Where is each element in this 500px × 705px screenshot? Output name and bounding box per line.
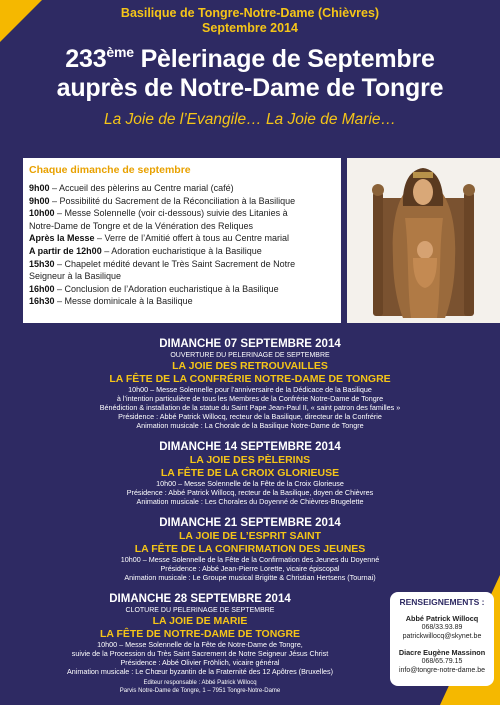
page-title bbox=[0, 45, 500, 103]
schedule-line: A partir de 12h00 – Adoration eucharistique à la Basilique bbox=[29, 245, 262, 256]
publisher-address: Parvis Notre-Dame de Tongre, 1 – 7951 Tongre-Notre-Dame bbox=[119, 688, 281, 694]
event-sept-14 bbox=[0, 441, 500, 506]
event-feast: LA FÊTE DE LA CONFRÉRIE NOTRE-DAME DE TONGRE bbox=[109, 372, 391, 385]
event-detail: Animation musicale : Les Chorales du Doyenné de Chièvres-Brugelette bbox=[136, 497, 364, 506]
event-date: DIMANCHE 14 SEPTEMBRE 2014 bbox=[159, 441, 341, 453]
event-detail: Animation musicale : Le Chœur byzantin de la Fraternité des 12 Apôtres (Bruxelles) bbox=[66, 667, 334, 676]
schedule-line: 15h30 – Chapelet médité devant le Très Saint Sacrement de Notre bbox=[29, 258, 296, 269]
title-number: 233 bbox=[65, 45, 107, 73]
schedule-line: 9h00 – Accueil des pèlerins au Centre marial (café) bbox=[29, 183, 234, 193]
schedule-line: 16h00 – Conclusion de l’Adoration eucharistique à la Basilique bbox=[29, 283, 279, 294]
schedule-line: Après la Messe – Verre de l’Amitié offert à tous au Centre marial bbox=[29, 233, 289, 244]
schedule-line: Notre-Dame de Tongre et de la Vénération des Reliques bbox=[29, 220, 253, 231]
schedule-line: Seigneur à la Basilique bbox=[29, 271, 122, 282]
event-feast: LA FÊTE DE LA CONFIRMATION DES JEUNES bbox=[134, 542, 366, 555]
event-detail: 10h00 – Messe Solennelle de la Fête de la Confirmation des Jeunes du Doyenné bbox=[120, 555, 380, 564]
event-detail: 10h00 – Messe Solennelle de la Fête de la Croix Glorieuse bbox=[156, 479, 344, 488]
publisher-name: Editeur responsable : Abbé Patrick Willocq bbox=[143, 680, 257, 686]
event-theme: LA JOIE DES PÈLERINS bbox=[189, 454, 311, 466]
title-sup: ème bbox=[106, 44, 134, 60]
event-date: DIMANCHE 28 SEPTEMBRE 2014 bbox=[109, 593, 291, 605]
schedule-line: 10h00 – Messe Solennelle (voir ci-dessous) suivie des Litanies à bbox=[29, 208, 288, 219]
event-theme: LA JOIE DES RETROUVAILLES bbox=[172, 360, 328, 372]
contact-email-2[interactable]: info@tongre-notre-dame.be bbox=[398, 667, 486, 674]
schedule-line: 9h00 – Possibilité du Sacrement de la Réconciliation à la Basilique bbox=[29, 195, 296, 206]
event-detail: Animation musicale : La Chorale de la Basilique Notre-Dame de Tongre bbox=[136, 421, 364, 430]
event-subtitle: CLOTURE DU PELERINAGE DE SEPTEMBRE bbox=[125, 607, 275, 614]
month-year: Septembre 2014 bbox=[202, 21, 298, 35]
header bbox=[0, 6, 500, 129]
event-detail: Présidence : Abbé Olivier Fröhlich, vicaire général bbox=[120, 658, 280, 667]
basilica-name: Basilique de Tongre-Notre-Dame (Chièvres) bbox=[120, 6, 380, 20]
event-feast: LA FÊTE DE LA CROIX GLORIEUSE bbox=[160, 466, 340, 479]
event-sept-07 bbox=[0, 338, 500, 430]
event-detail: Bénédiction & installation de la statue du Saint Pape Jean-Paul II, « saint patron des familles » bbox=[99, 403, 401, 412]
contact-title: RENSEIGNEMENTS : bbox=[399, 597, 485, 607]
event-detail: à l’intention particulière de tous les Membres de la Confrérie Notre-Dame de Tongre bbox=[116, 394, 384, 403]
title-line1: Pèlerinage de Septembre bbox=[133, 45, 435, 73]
event-sept-28 bbox=[0, 593, 400, 695]
event-detail: Présidence : Abbé Patrick Willocq, recteur de la Basilique, directeur de la Confrérie bbox=[118, 412, 382, 421]
schedule-box bbox=[23, 158, 341, 323]
event-detail: Présidence : Abbé Jean-Pierre Lorette, vicaire épiscopal bbox=[160, 564, 340, 573]
event-subtitle: OUVERTURE DU PELERINAGE DE SEPTEMBRE bbox=[170, 352, 330, 359]
madonna-statue-image bbox=[347, 158, 500, 323]
contact-phone-1: 068/33.93.89 bbox=[421, 624, 463, 631]
event-detail: Animation musicale : Le Groupe musical Brigitte & Christian Hertsens (Tournai) bbox=[124, 573, 376, 582]
contact-box bbox=[390, 592, 494, 686]
statue-photo bbox=[347, 158, 500, 323]
contact-email-1[interactable]: patrickwillocq@skynet.be bbox=[402, 633, 482, 640]
event-detail: 10h00 – Messe Solennelle pour l’anniversaire de la Dédicace de la Basilique bbox=[128, 385, 372, 394]
event-theme: LA JOIE DE L’ESPRIT SAINT bbox=[179, 530, 321, 542]
schedule-title: Chaque dimanche de septembre bbox=[29, 164, 191, 176]
event-sept-21 bbox=[0, 517, 500, 582]
event-date: DIMANCHE 07 SEPTEMBRE 2014 bbox=[159, 338, 341, 350]
event-theme: LA JOIE DE MARIE bbox=[152, 615, 248, 627]
contact-name-2: Diacre Eugène Massinon bbox=[398, 648, 486, 657]
title-line2: auprès de Notre-Dame de Tongre bbox=[56, 74, 444, 102]
tagline: La Joie de l’Evangile… La Joie de Marie… bbox=[103, 111, 397, 128]
contact-name-1: Abbé Patrick Willocq bbox=[405, 614, 479, 623]
event-detail: Présidence : Abbé Patrick Willocq, recteur de la Basilique, doyen de Chièvres bbox=[126, 488, 374, 497]
event-detail: 10h00 – Messe Solennelle de la Fête de Notre-Dame de Tongre, bbox=[97, 640, 303, 649]
contact-phone-2: 068/65.79.15 bbox=[421, 658, 463, 665]
event-detail: suivie de la Procession du Très Saint Sacrement de Notre Seigneur Jésus Christ bbox=[71, 649, 329, 658]
event-date: DIMANCHE 21 SEPTEMBRE 2014 bbox=[159, 517, 341, 529]
publisher-footer bbox=[0, 679, 400, 695]
schedule-line: 16h30 – Messe dominicale à la Basilique bbox=[29, 296, 193, 307]
event-feast: LA FÊTE DE NOTRE-DAME DE TONGRE bbox=[99, 627, 301, 640]
